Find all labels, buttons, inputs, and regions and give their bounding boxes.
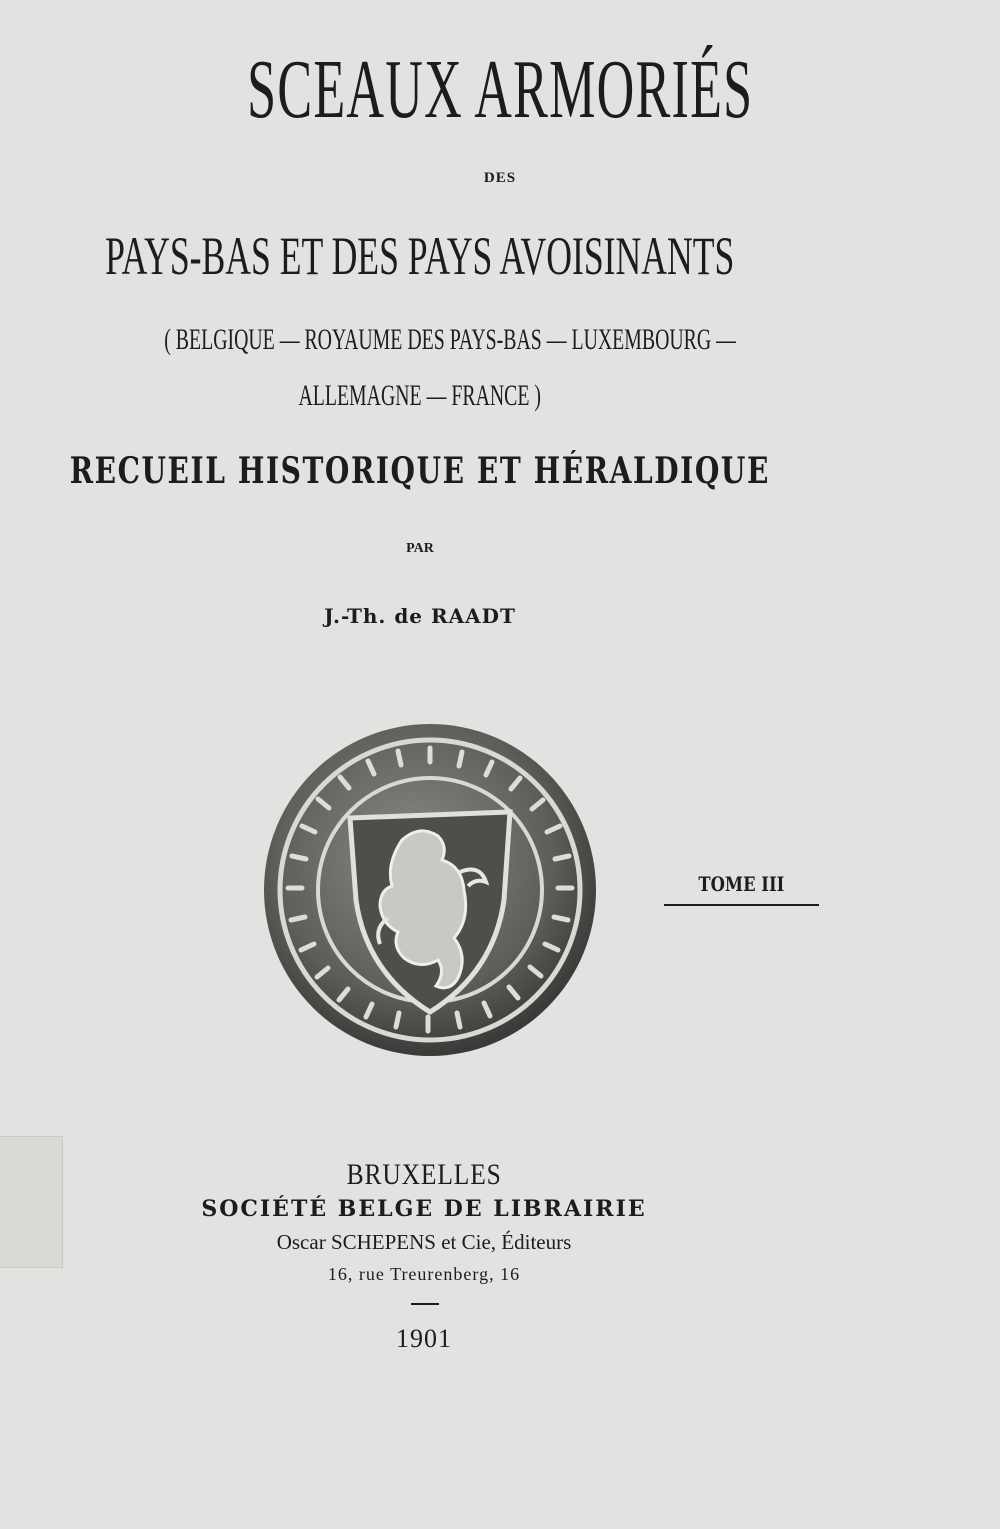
main-title-line-2: PAYS-BAS ET DES PAYS AVOISINANTS [105,226,735,286]
imprint-divider [411,1303,439,1305]
imprint-year: 1901 [396,1324,452,1353]
heraldic-seal-lion-icon [262,722,598,1058]
imprint-city: BRUXELLES [346,1158,502,1191]
subtitle-line-1: ( BELGIQUE — ROYAUME DES PAYS-BAS — LUXEMBOURG — [164,323,736,356]
volume-underline [664,904,819,906]
subtitle-line-2: ALLEMAGNE — FRANCE ) [298,379,542,412]
by-label: PAR [406,541,434,556]
collection-title: RECUEIL HISTORIQUE ET HÉRALDIQUE [69,450,771,492]
title-connector: DES [483,170,517,186]
volume-label: TOME III [698,872,785,896]
main-title-line-1: SCEAUX ARMORIÉS [246,43,754,136]
imprint-editors: Oscar SCHEPENS et Cie, Éditeurs [276,1230,572,1254]
author-name: J.-Th. de RAADT [324,604,516,628]
imprint-publisher: SOCIÉTÉ BELGE DE LIBRAIRIE [201,1196,647,1222]
imprint-address: 16, rue Treurenberg, 16 [327,1264,521,1284]
